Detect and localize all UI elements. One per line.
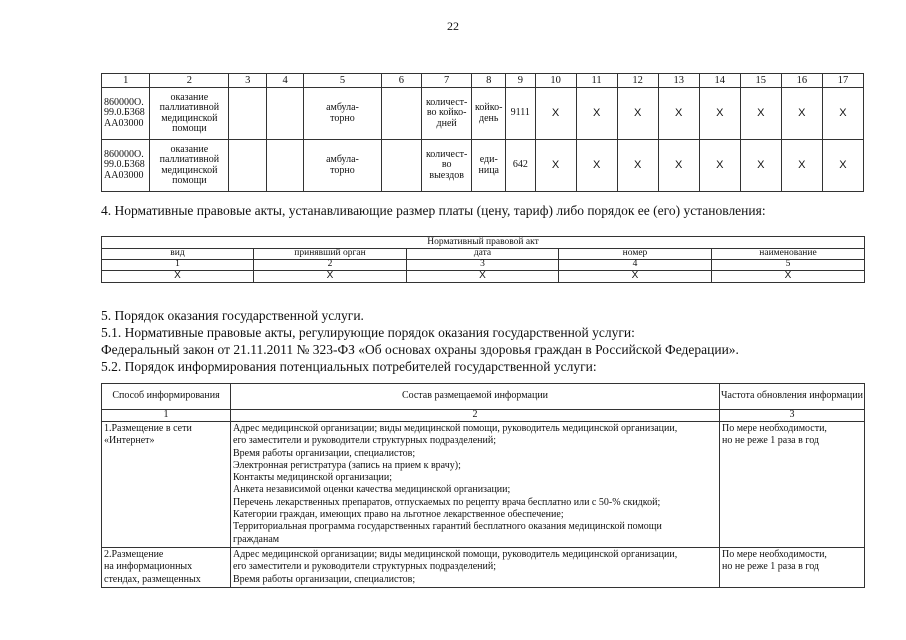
column-number: 9 — [506, 74, 535, 88]
empty-cell — [267, 88, 304, 140]
column-number: 2 — [254, 260, 407, 271]
mark-cell: X — [781, 140, 822, 192]
registry-code-cell: 860000О. 99.0.Б368 АА03000 — [102, 140, 150, 192]
volume-indicators-table — [101, 73, 864, 192]
section-4-heading: 4. Нормативные правовые акты, устанавливающие размер платы (цену, тариф) либо порядок ее (его) установления: — [101, 203, 766, 218]
indicator-cell: количест- во выездов — [421, 140, 472, 192]
mark-cell: X — [535, 140, 576, 192]
column-number: 11 — [576, 74, 617, 88]
column-number: 13 — [658, 74, 699, 88]
mark-cell: X — [781, 88, 822, 140]
column-number: 3 — [407, 260, 559, 271]
care-form-cell: амбула- торно — [304, 140, 382, 192]
mark-cell: X — [535, 88, 576, 140]
header-cell: вид — [102, 249, 254, 260]
column-number: 10 — [535, 74, 576, 88]
column-number: 7 — [421, 74, 472, 88]
table-caption: Нормативный правовой акт — [102, 237, 865, 249]
mark-cell: X — [407, 271, 559, 283]
empty-cell — [381, 140, 421, 192]
mark-cell: X — [576, 88, 617, 140]
mark-cell: X — [712, 271, 865, 283]
column-number: 1 — [102, 260, 254, 271]
column-number: 3 — [720, 410, 865, 422]
value-cell: 9111 — [506, 88, 535, 140]
table-row — [102, 271, 865, 283]
header-cell: номер — [559, 249, 712, 260]
column-number: 6 — [381, 74, 421, 88]
table-number-row — [102, 410, 865, 422]
column-number: 5 — [304, 74, 382, 88]
empty-cell — [267, 140, 304, 192]
unit-cell: койко- день — [472, 88, 506, 140]
column-number: 1 — [102, 74, 150, 88]
column-number: 1 — [102, 410, 231, 422]
empty-cell — [229, 88, 267, 140]
mark-cell: X — [699, 88, 740, 140]
mark-cell: X — [658, 140, 699, 192]
value-cell: 642 — [506, 140, 535, 192]
method-cell: 1.Размещение в сети «Интернет» — [102, 422, 231, 548]
frequency-cell: По мере необходимости, но не реже 1 раза в год — [720, 422, 865, 548]
unit-cell: еди- ница — [472, 140, 506, 192]
column-number: 4 — [267, 74, 304, 88]
empty-cell — [381, 88, 421, 140]
column-number: 16 — [781, 74, 822, 88]
column-number: 15 — [740, 74, 781, 88]
header-cell: Состав размещаемой информации — [231, 384, 720, 410]
header-cell: дата — [407, 249, 559, 260]
info-cell: Адрес медицинской организации; виды медицинской помощи, руководитель медицинской организации, его заместители и руководители структурных подразделений; Время работы организации, специалистов; Электронная регистратура (запись на прием к врачу); Контакты медицинской организации; Анкета независимой оценки качества медицинской организации; Перечень лекарственных препаратов, отпускаемых по рецепту врача бесплатно или с 50-% скидкой; Категории граждан, имеющих право на льготное лекарственное обеспечение; Территориальная программа государственных гарантий бесплатного оказания медицинской помощи гражданам — [231, 422, 720, 548]
page-number: 22 — [447, 19, 459, 33]
header-cell: наименование — [712, 249, 865, 260]
care-form-cell: амбула- торно — [304, 88, 382, 140]
header-cell: Способ информирования — [102, 384, 231, 410]
table-header-row — [102, 74, 864, 88]
header-cell: Частота обновления информации — [720, 384, 865, 410]
mark-cell: X — [822, 140, 863, 192]
table-row — [102, 140, 864, 192]
method-cell: 2.Размещение на информационных стендах, размещенных — [102, 547, 231, 587]
column-number: 14 — [699, 74, 740, 88]
frequency-cell: По мере необходимости, но не реже 1 раза в год — [720, 547, 865, 587]
mark-cell: X — [102, 271, 254, 283]
table-header-row — [102, 384, 865, 410]
mark-cell: X — [822, 88, 863, 140]
service-name-cell: оказание паллиативной медицинской помощи — [150, 140, 229, 192]
column-number: 12 — [617, 74, 658, 88]
table-caption-row — [102, 237, 865, 249]
empty-cell — [229, 140, 267, 192]
section-5-1-heading: 5.1. Нормативные правовые акты, регулирующие порядок оказания государственной услуги: — [101, 325, 635, 340]
column-number: 3 — [229, 74, 267, 88]
service-name-cell: оказание паллиативной медицинской помощи — [150, 88, 229, 140]
mark-cell: X — [576, 140, 617, 192]
table-row — [102, 88, 864, 140]
legal-acts-table — [101, 236, 865, 283]
table-number-row — [102, 260, 865, 271]
column-number: 2 — [150, 74, 229, 88]
mark-cell: X — [658, 88, 699, 140]
section-5-heading: 5. Порядок оказания государственной услуги. — [101, 308, 364, 323]
mark-cell: X — [617, 140, 658, 192]
mark-cell: X — [740, 88, 781, 140]
info-cell: Адрес медицинской организации; виды медицинской помощи, руководитель медицинской организации, его заместители и руководители структурных подразделений; Время работы организации, специалистов; — [231, 547, 720, 587]
table-row — [102, 547, 865, 587]
column-number: 17 — [822, 74, 863, 88]
mark-cell: X — [740, 140, 781, 192]
section-5 — [101, 307, 739, 375]
column-number: 4 — [559, 260, 712, 271]
mark-cell: X — [617, 88, 658, 140]
column-number: 8 — [472, 74, 506, 88]
mark-cell: X — [699, 140, 740, 192]
table-row — [102, 422, 865, 548]
column-number: 5 — [712, 260, 865, 271]
section-5-2-heading: 5.2. Порядок информирования потенциальных потребителей государственной услуги: — [101, 359, 597, 374]
header-cell: принявший орган — [254, 249, 407, 260]
mark-cell: X — [559, 271, 712, 283]
federal-law-reference: Федеральный закон от 21.11.2011 № 323-ФЗ «Об основах охраны здоровья граждан в Российской Федерации». — [101, 342, 739, 357]
registry-code-cell: 860000О. 99.0.Б368 АА03000 — [102, 88, 150, 140]
informing-table — [101, 383, 865, 588]
table-header-row — [102, 249, 865, 260]
indicator-cell: количест- во койко- дней — [421, 88, 472, 140]
column-number: 2 — [231, 410, 720, 422]
mark-cell: X — [254, 271, 407, 283]
